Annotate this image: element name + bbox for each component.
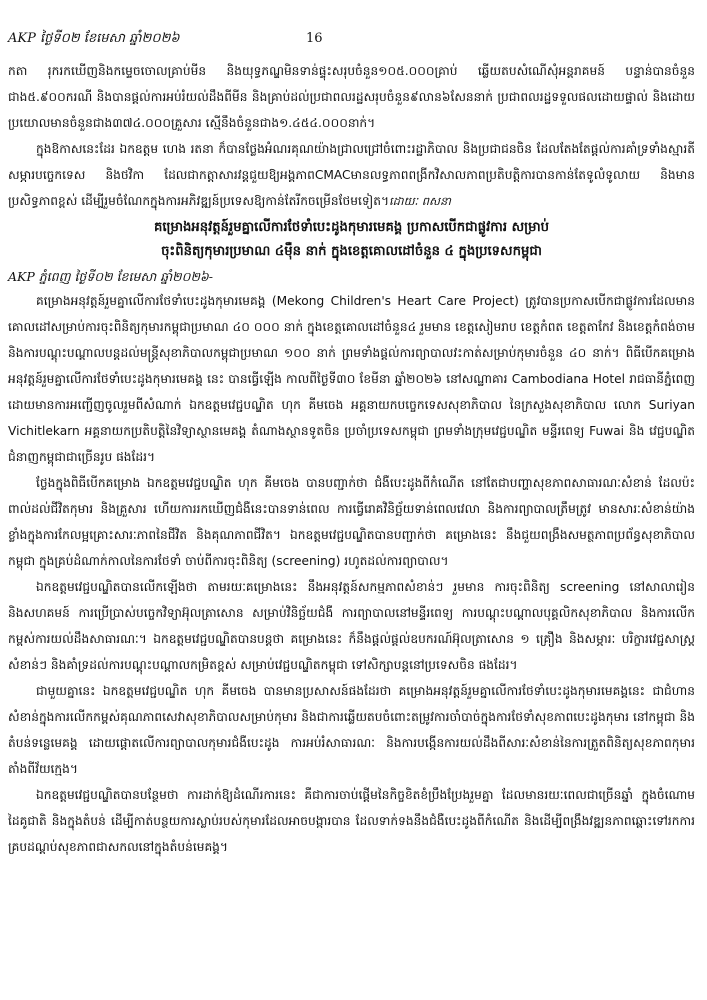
article-paragraph-1: គម្រោងអនុវត្តន៍រួមគ្នាលើការថែទាំបេះដូងកុមារមេគង្គ (Mekong Children's Heart Care Project) ត្រូវបានប្រកាសបើកជាផ្លូវការដែលមានគោលដៅសម្រាប់ការចុះពិនិត្យកុមារកម្ពុជាប្រមាណ ៤០ ០០០ នាក់ ក្នុងខេត្តគោលដៅចំនួន៤ រួមមាន ខេត្តសៀមរាប ខេត្តកំពត ខេត្តតាកែវ និងខេត្តកំពង់ចាម និងការបណ្តុះបណ្តាលបន្តដល់មន្ត្រីសុខាភិបាលកម្ពុជាប្រមាណ ១០០ នាក់ ព្រមទាំងផ្តល់ការព្យាបាលវះកាត់សម្រាប់កុមារចំនួន ៤០ នាក់។ ពិធីបើកគម្រោងអនុវត្តន៍រួមគ្នាលើការថែទាំបេះដូងកុមារមេគង្គ នេះ បានធ្វើឡើង កាលពីថ្ងៃទី៣០ ខែមីនា ឆ្នាំ២០២៦ នៅសណ្ឋាគារ Cambodiana Hotel រាជធានីភ្នំពេញ ដោយមានការអញ្ជើញចូលរួមពីសំណាក់ ឯកឧត្តមវេជ្ជបណ្ឌិត ហុក គីមចេង អគ្គនាយកបច្ចេកទេសសុខាភិបាល នៃក្រសួងសុខាភិបាល លោក Suriyan Vichitlekarn អគ្គនាយកប្រតិបត្តិនៃវិទ្យាស្ថានមេគង្គ តំណាងស្ថានទូតចិន ប្រចាំប្រទេសកម្ពុជា ព្រមទាំងក្រុមវេជ្ជបណ្ឌិត មន្ទីរពេទ្យ Fuwai និង វេជ្ជបណ្ឌិតជំនាញកម្ពុជាជាច្រើនរូប ផងដែរ។ xyxy=(8,294,695,464)
article-paragraph-5: ឯកឧត្តមវេជ្ជបណ្ឌិតបានបន្ថែមថា ការដាក់ឱ្យដំណើរការនេះ គឺជាការចាប់ផ្តើមនៃកិច្ចខិតខំប្រឹងប្រែងរួមគ្នា ដែលមានរយៈពេលជាច្រើនឆ្នាំ ក្នុងចំណោមដៃគូជាតិ និងក្នុងតំបន់ ដើម្បីកាត់បន្ថយការស្លាប់របស់កុមារដែលអាចបង្ការបាន ដែលទាក់ទងនឹងជំងឺបេះដូងពីកំណើត និងដើម្បីពង្រឹងវឌ្ឍនភាពឆ្ពោះទៅរកការគ្របដណ្តប់សុខភាពជាសកលនៅក្នុងតំបន់មេគង្គ។ xyxy=(8,788,695,854)
intro-paragraph-2 xyxy=(8,136,695,214)
article-headline xyxy=(8,216,695,264)
article-dateline: AKP ភ្នំពេញ ថ្ងៃទី០២ ខែមេសា ឆ្នាំ២០២៦- xyxy=(8,269,213,284)
article-paragraph-2: ថ្លែងក្នុងពិធីបើកគម្រោង ឯកឧត្តមវេជ្ជបណ្ឌិត ហុក គីមចេង បានបញ្ជាក់ថា ជំងឺបេះដូងពីកំណើត នៅតែជាបញ្ហាសុខភាពសាធារណៈសំខាន់ ដែលប៉ះពាល់ដល់ជីវិតកុមារ និងគ្រួសារ ហើយការរកឃើញជំងឺនេះបានទាន់ពេល ការធ្វើរោគវិនិច្ឆ័យទាន់ពេលវេលា និងការព្យាបាលត្រឹមត្រូវ មានសារៈសំខាន់យ៉ាងខ្លាំងក្នុងការកែលម្អគ្រោះសារៈភាពនៃជីវិត និងគុណភាពជីវិត។ ឯកឧត្តមវេជ្ជបណ្ឌិតបានបញ្ជាក់ថា គម្រោងនេះ នឹងជួយពង្រឹងសមត្ថភាពប្រព័ន្ធសុខាភិបាលកម្ពុជា ក្នុងគ្រប់ដំណាក់កាលនៃការថែទាំ ចាប់ពីការចុះពិនិត្យ (screening) រហូតដល់ការព្យាបាល។ xyxy=(8,476,695,568)
article-paragraph-4: ជាមួយគ្នានេះ ឯកឧត្តមវេជ្ជបណ្ឌិត ហុក គីមចេង បានមានប្រសាសន៍ផងដែរថា គម្រោងអនុវត្តន៍រួមគ្នាលើការថែទាំបេះដូងកុមារមេគង្គនេះ ជាជំហានសំខាន់ក្នុងការលើកកម្ពស់គុណភាពសេវាសុខាភិបាលសម្រាប់កុមារ និងជាការឆ្លើយតបចំពោះតម្រូវការចាំបាច់ក្នុងការថែទាំសុខភាពបេះដូងកុមារ នៅកម្ពុជា និងតំបន់ទន្លេមេគង្គ ដោយផ្តោតលើការព្យាបាលកុមារជំងឺបេះដូង ការអប់រំសាធារណៈ និងការបង្កើនការយល់ដឹងពីសារៈសំខាន់នៃការត្រួតពិនិត្យសុខភាពកុមារតាំងពីវ័យក្មេង។ xyxy=(8,684,695,776)
article-paragraph-3: ឯកឧត្តមវេជ្ជបណ្ឌិតបានលើកឡើងថា តាមរយៈគម្រោងនេះ នឹងអនុវត្តន៍សកម្មភាពសំខាន់ៗ រួមមាន ការចុះពិនិត្យ screening នៅសាលារៀន និងសហគមន៍ ការប្រើប្រាស់បច្ចេកវិទ្យាអ៊ុលត្រាសោន សម្រាប់វិនិច្ឆ័យជំងឺ ការព្យាបាលនៅមន្ទីរពេទ្យ ការបណ្តុះបណ្តាលបុគ្គលិកសុខាភិបាល និងការលើកកម្ពស់ការយល់ដឹងសាធារណៈ។ ឯកឧត្តមវេជ្ជបណ្ឌិតបានបន្តថា គម្រោងនេះ ក៏នឹងផ្តល់ផ្តល់ឧបករណ៍អ៊ុលត្រាសោន ១ គ្រឿង និងសម្ភារៈ បរិក្ខារវេជ្ជសាស្ត្រ សំខាន់ៗ និងគាំទ្រដល់ការបណ្តុះបណ្តាលកម្រិតខ្ពស់ សម្រាប់វេជ្ជបណ្ឌិតកម្ពុជា ទៅសិក្សាបន្តនៅប្រទេសចិន ផងដែរ។ xyxy=(8,580,695,672)
page-number: 16 xyxy=(306,31,323,46)
page-header xyxy=(8,30,695,54)
article-headline-line-2: ចុះពិនិត្យកុមារប្រមាណ ៤ម៉ឺន នាក់ ក្នុងខេត្តគោលដៅចំនួន ៤ ក្នុងប្រទេសកម្ពុជា xyxy=(161,244,542,259)
article-headline-line-1: គម្រោងអនុវត្តន៍រួមគ្នាលើការថែទាំបេះដូងកុមារមេគង្គ ប្រកាសបើកជាផ្លូវការ សម្រាប់ xyxy=(153,220,550,235)
byline: ដោយៈ ពសនា xyxy=(388,194,451,208)
intro-paragraph-2-text: ក្នុងឱកាសនេះដែរ ឯកឧត្តម ហេង រតនា ក៏បានថ្លែងអំណរគុណយ៉ាងជ្រាលជ្រៅចំពោះរដ្ឋាភិបាល និងប្រជាជនចិន ដែលតែងតែផ្តល់ការគាំទ្រទាំងស្មារតី សម្ភារបច្ចេកទេស និងថវិកា ដែលជាកត្តាសារវន្តជួយឱ្យអង្គភាពCMACមានលទ្ធភាពពង្រីកវិសាលភាពប្រតិបត្តិការបានកាន់តែទូលំទូលាយ និងមានប្រសិទ្ធភាពខ្ពស់ ដើម្បីរួមចំណែកក្នុងការអភិវឌ្ឍន៍ប្រទេសឱ្យកាន់តែរីកចម្រើនថែមទៀត។ xyxy=(8,142,695,208)
header-date: AKP ថ្ងៃទី០២ ខែមេសា ឆ្នាំ២០២៦ xyxy=(8,31,180,46)
intro-paragraph-1: កតា រុករកឃើញនិងកម្ទេចចោលគ្រាប់មីន និងយុទ្ធភណ្ឌមិនទាន់ផ្ទុះសរុបចំនួន១០៥.០០០គ្រាប់ ឆ្លើយតបសំណើសុំអន្តរាគមន៍ បន្ទាន់បានចំនួនជាង៥.៩០០ករណី និងបានផ្តល់ការអប់រំយល់ដឹងពីមីន និងគ្រាប់ដល់ប្រជាពលរដ្ឋសរុបចំនួន៩លាន៦សែននាក់ ប្រជាពលរដ្ឋទទួលផលដោយផ្ទាល់ និងដោយប្រយោលមានចំនួនជាង៣៧៤.០០០គ្រួសារ ស្មើនឹងចំនួនជាង១.៤៥៤.០០០នាក់។ xyxy=(8,64,695,130)
